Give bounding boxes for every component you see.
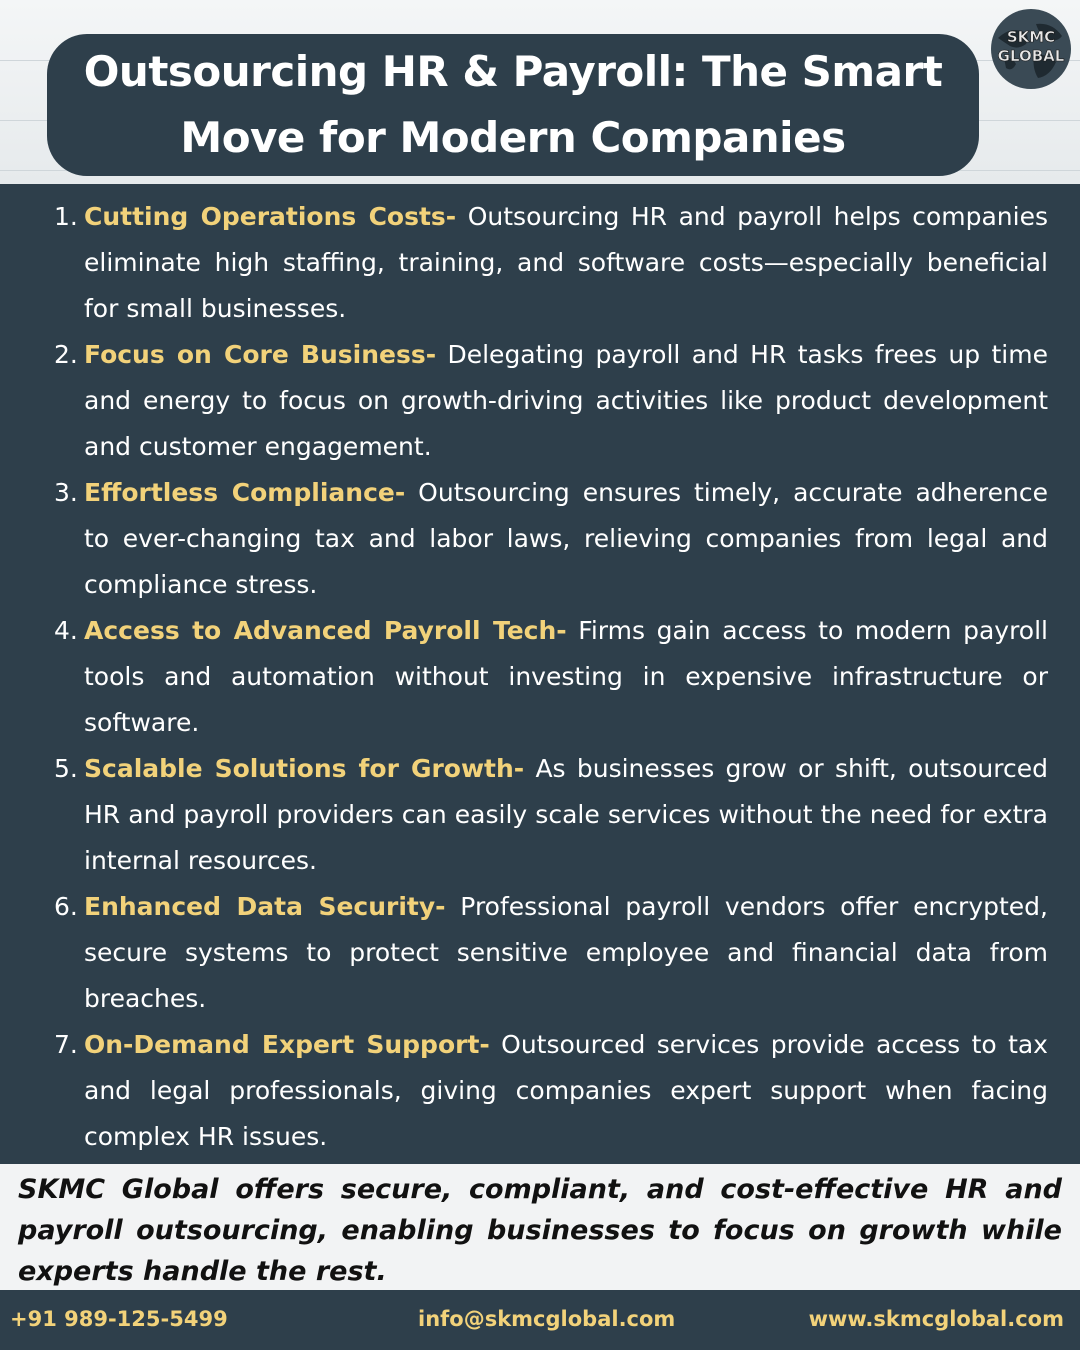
item-number: 1. [54,202,78,231]
benefits-list [0,194,1080,1160]
title-banner [47,34,979,176]
item-heading: Effortless Compliance- [84,478,406,507]
page-title [84,39,943,171]
item-number: 6. [54,892,78,921]
item-text: Firms gain access to modern payroll tools and automation without investing in expensive infrastructure or software. [84,616,1048,737]
item-heading: On-Demand Expert Support- [84,1030,490,1059]
skmc-global-logo [986,6,1076,92]
title-line-2: Move for Modern Companies [180,113,846,162]
summary-text: SKMC Global offers secure, compliant, and cost-effective HR and payroll outsourcing, enabling businesses to focus on growth while experts handle the rest. [18,1174,1062,1287]
benefits-panel [0,184,1080,1164]
item-number: 3. [54,478,78,507]
item-text: Outsourcing HR and payroll helps companies eliminate high staffing, training, and software costs—especially beneficial for small businesses. [84,202,1048,323]
item-text: Outsourced services provide access to tax and legal professionals, giving companies expert support when facing complex HR issues. [84,1030,1048,1151]
item-text: Delegating payroll and HR tasks frees up time and energy to focus on growth-driving activities like product development and customer engagement. [84,340,1048,461]
item-number: 5. [54,754,78,783]
item-heading: Focus on Core Business- [84,340,437,369]
item-text: Professional payroll vendors offer encrypted, secure systems to protect sensitive employee and financial data from breaches. [84,892,1048,1013]
list-item [0,470,1080,608]
summary-section [0,1164,1080,1290]
svg-text:GLOBAL: GLOBAL [997,47,1065,65]
list-item [0,884,1080,1022]
item-heading: Scalable Solutions for Growth- [84,754,525,783]
phone-number[interactable]: +91 989-125-5499 [10,1307,228,1331]
item-number: 4. [54,616,78,645]
item-number: 2. [54,340,78,369]
list-item [0,746,1080,884]
contact-bar [0,1290,1080,1350]
svg-text:SKMC: SKMC [1006,28,1056,46]
item-heading: Access to Advanced Payroll Tech- [84,616,567,645]
item-heading: Enhanced Data Security- [84,892,446,921]
item-text: As businesses grow or shift, outsourced HR and payroll providers can easily scale services without the need for extra internal resources. [84,754,1048,875]
list-item [0,1022,1080,1160]
item-heading: Cutting Operations Costs- [84,202,457,231]
list-item [0,332,1080,470]
item-number: 7. [54,1030,78,1059]
list-item [0,194,1080,332]
email-link[interactable]: info@skmcglobal.com [418,1307,676,1331]
title-line-1: Outsourcing HR & Payroll: The Smart [83,47,943,96]
list-item [0,608,1080,746]
item-text: Outsourcing ensures timely, accurate adherence to ever-changing tax and labor laws, relieving companies from legal and compliance stress. [84,478,1048,599]
website-link[interactable]: www.skmcglobal.com [808,1307,1064,1331]
globe-icon [986,6,1076,92]
